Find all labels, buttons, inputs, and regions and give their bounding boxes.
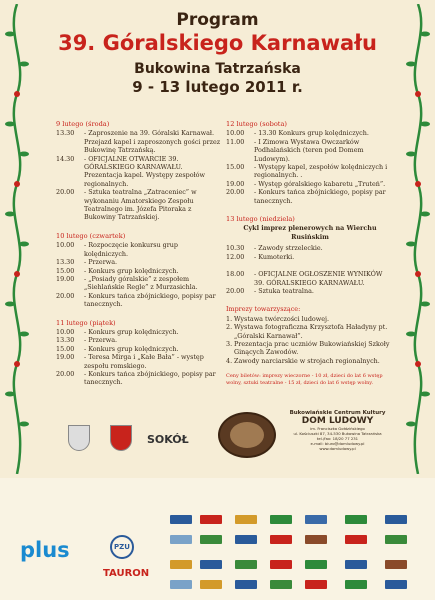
attraction-item: 3. Prezentacja prac uczniów Bukowiańskiej Szkoły Ginących Zawodów. [226, 339, 390, 357]
coat-of-arms-icon [110, 425, 132, 451]
sponsor-logo-icon [385, 580, 407, 589]
sponsor-logo-icon [385, 560, 407, 569]
sponsor-logo-icon [345, 515, 367, 524]
event-row [56, 345, 222, 353]
sponsor-logo-icon [270, 580, 292, 589]
schedule-right-column [226, 120, 394, 397]
event-desc: - Konkurs tańca zbójnickiego, popisy par tanecznych. [84, 369, 216, 387]
event-desc: - Konkurs grup kolędniczych. [84, 327, 179, 336]
event-place: Bukowina Tatrzańska [134, 61, 301, 77]
program-label: Program [176, 10, 259, 30]
event-desc: - OFICJALNE OGŁOSZENIE WYNIKÓW 39. GÓRALSKIEGO KARNAWAŁU. [254, 270, 383, 287]
event-time: 20.00 [226, 286, 245, 295]
event-row [56, 328, 222, 336]
sponsor-logo-icon [170, 580, 192, 589]
attraction-item: 1. Wystawa twórczości ludowej. [226, 314, 330, 323]
event-time: 15.00 [56, 266, 75, 275]
event-time: 20.00 [56, 369, 75, 378]
day-block [56, 232, 222, 309]
attraction-item: 4. Zawody narciarskie w strojach regionalnych. [226, 356, 380, 365]
event-time: 12.00 [226, 252, 245, 261]
sponsor-logo-icon [345, 535, 367, 544]
event-time: 15.00 [226, 163, 245, 172]
event-time: 14.30 [56, 154, 75, 163]
event-title: 39. Góralskiego Karnawału [58, 31, 377, 55]
event-row [56, 370, 222, 387]
event-time: 19.00 [226, 179, 245, 188]
event-row [56, 188, 222, 222]
event-desc: - 13.30 Konkurs grup kolędniczych. [254, 129, 369, 138]
attractions-heading: Imprezy towarzyszące: [226, 305, 301, 314]
day-block [226, 215, 394, 295]
event-row [56, 336, 222, 344]
schedule-left-column [56, 120, 222, 397]
event-desc: - Konkurs tańca zbójnickiego, popisy par tanecznych. [254, 188, 386, 205]
event-row [56, 353, 222, 370]
sponsor-logo-icon [385, 535, 407, 544]
event-row [226, 129, 394, 137]
sponsor-logo-icon [235, 580, 257, 589]
sponsor-logo-icon [235, 560, 257, 569]
day-block [56, 120, 222, 222]
event-row [56, 292, 222, 309]
event-time: 18.00 [226, 270, 245, 279]
sponsor-logo-icon [270, 515, 292, 524]
attractions-block [226, 305, 394, 387]
event-desc: - Konkurs grup kolędniczych. [84, 344, 179, 353]
event-row [226, 270, 394, 287]
event-row [56, 258, 222, 266]
event-time: 10.00 [56, 327, 75, 336]
day-heading: 10 lutego (czwartek) [56, 231, 126, 240]
event-row [226, 244, 394, 252]
left-vine-ornament [4, 4, 30, 474]
day-heading: 13 lutego (niedziela) [226, 215, 295, 224]
coat-of-arms-icon [68, 425, 90, 451]
event-desc: - Sztuka teatralna „Zatraceniec” w wykonaniu Amatorskiego Zespołu Teatralnego im. Józefa Pitoraka z Bukowiny Tatrzańskiej. [84, 188, 197, 222]
event-time: 10.00 [56, 241, 75, 250]
sokol-logo: SOKÓŁ [147, 433, 189, 446]
event-desc: - Teresa Mirga i „Kałe Bała” - występ zespołu romskiego. [84, 353, 204, 370]
sponsor-logo-icon [345, 560, 367, 569]
event-row [56, 275, 222, 292]
ticket-prices: Ceny biletów: imprezy wieczorne - 10 zł, dzieci do lat 6 wstęp wolny, sztuki teatralne - 15 zł, dzieci do lat 6 wstęp wolny. [226, 373, 383, 387]
sponsor-logo-icon [170, 560, 192, 569]
event-row [226, 163, 394, 180]
sponsor-logo-icon [235, 515, 257, 524]
day-block [56, 319, 222, 387]
event-desc: - „Posiady góralskie” z zespołem „Siehlańskie Regle” z Murzasichla. [84, 274, 198, 292]
event-row [226, 180, 394, 188]
day-heading: 11 lutego (piątek) [56, 318, 116, 327]
sponsor-logo-icon [345, 580, 367, 589]
event-desc: - Zaproszenie na 39. Góralski Karnawał. Przejazd kapel i zaproszonych gości przez Bukowinę Tatrzańską. [84, 129, 221, 155]
event-desc: - Przerwa. [84, 258, 118, 267]
event-time: 20.00 [56, 291, 75, 300]
event-time: 10.30 [226, 244, 245, 253]
day-heading: 12 lutego (sobota) [226, 120, 287, 128]
poster-header [40, 10, 395, 96]
event-row [56, 267, 222, 275]
dom-ludowy-emblem-icon [218, 412, 276, 458]
sponsor-logo-icon [200, 535, 222, 544]
attraction-item: 2. Wystawa fotograficzna Krzysztofa Haładyny pt. „Góralski Karnawał”. [226, 323, 388, 340]
right-vine-ornament [405, 4, 431, 474]
sponsor-logo-icon [305, 515, 327, 524]
sponsor-logo-icon [305, 560, 327, 569]
event-desc: - Sztuka teatralna. [254, 286, 314, 295]
event-desc: - Rozpoczęcie konkursu grup kolędniczych. [84, 241, 178, 258]
sponsor-logo-icon [270, 560, 292, 569]
event-time: 10.00 [226, 129, 245, 138]
pzu-sponsor-logo: PZU [110, 535, 134, 559]
event-time: 13.30 [56, 258, 75, 267]
tauron-sponsor-logo: TAURON [103, 568, 150, 579]
event-desc: - OFICJALNE OTWARCIE 39. GÓRALSKIEGO KARNAWAŁU. Prezentacja kapel. Występy zespołów regionalnych. [84, 154, 206, 188]
event-desc: - Konkurs grup kolędniczych. [84, 266, 179, 275]
sponsor-logo-icon [200, 515, 222, 524]
event-row [226, 253, 394, 261]
event-desc: - Zawody strzeleckie. [254, 244, 323, 253]
event-time: 20.00 [226, 188, 245, 197]
event-time: 20.00 [56, 188, 75, 197]
event-desc: - Przerwa. [84, 336, 118, 345]
event-time: 13.30 [56, 336, 75, 345]
bck-info: Bukowiańskie Centrum Kultury DOM LUDOWY im. Franciszka Gołdzińskiego ul. Kościuszki 87, 34-530 Bukowina Tatrzańska tel./fax: 18/20 77 231 e-mail: biuro@domludowy.pl www.domludowy.pl [289, 410, 386, 451]
sponsor-logo-icon [270, 535, 292, 544]
day-block [226, 120, 394, 205]
event-row [226, 188, 394, 205]
sponsor-logo-icon [170, 515, 192, 524]
event-desc: - Występ góralskiego kabaretu „Truteń”. [254, 179, 386, 188]
sponsor-logo-icon [385, 515, 407, 524]
event-row [56, 129, 222, 154]
sponsor-logo-icon [200, 580, 222, 589]
event-time: 15.00 [56, 344, 75, 353]
sponsor-logo-icon [170, 535, 192, 544]
event-row [56, 155, 222, 189]
event-time: 13.30 [56, 129, 75, 138]
event-desc: - Konkurs tańca zbójnickiego, popisy par tanecznych. [84, 291, 216, 309]
cycle-heading: Cykl imprez plenerowych na Wierchu Rusińskim [243, 224, 377, 241]
event-desc: - I Zimowa Wystawa Owczarków Podhalańskich (teren pod Domem Ludowym). [254, 137, 364, 163]
event-desc: - Występy kapel, zespołów kolędniczych i regionalnych. . [254, 163, 388, 180]
sponsor-logo-icon [235, 535, 257, 544]
event-row [226, 138, 394, 163]
sponsor-logo-icon [305, 535, 327, 544]
day-heading: 9 lutego (środa) [56, 120, 110, 128]
event-time: 19.00 [56, 353, 75, 362]
sponsor-logo-icon [200, 560, 222, 569]
event-dates: 9 - 13 lutego 2011 r. [132, 78, 303, 96]
plus-sponsor-logo: plus [20, 538, 70, 562]
event-row [226, 287, 394, 295]
event-desc: - Kumoterki. [254, 252, 295, 261]
event-time: 19.00 [56, 274, 75, 283]
event-row [56, 241, 222, 258]
sponsor-logo-icon [305, 580, 327, 589]
event-time: 11.00 [226, 137, 245, 146]
